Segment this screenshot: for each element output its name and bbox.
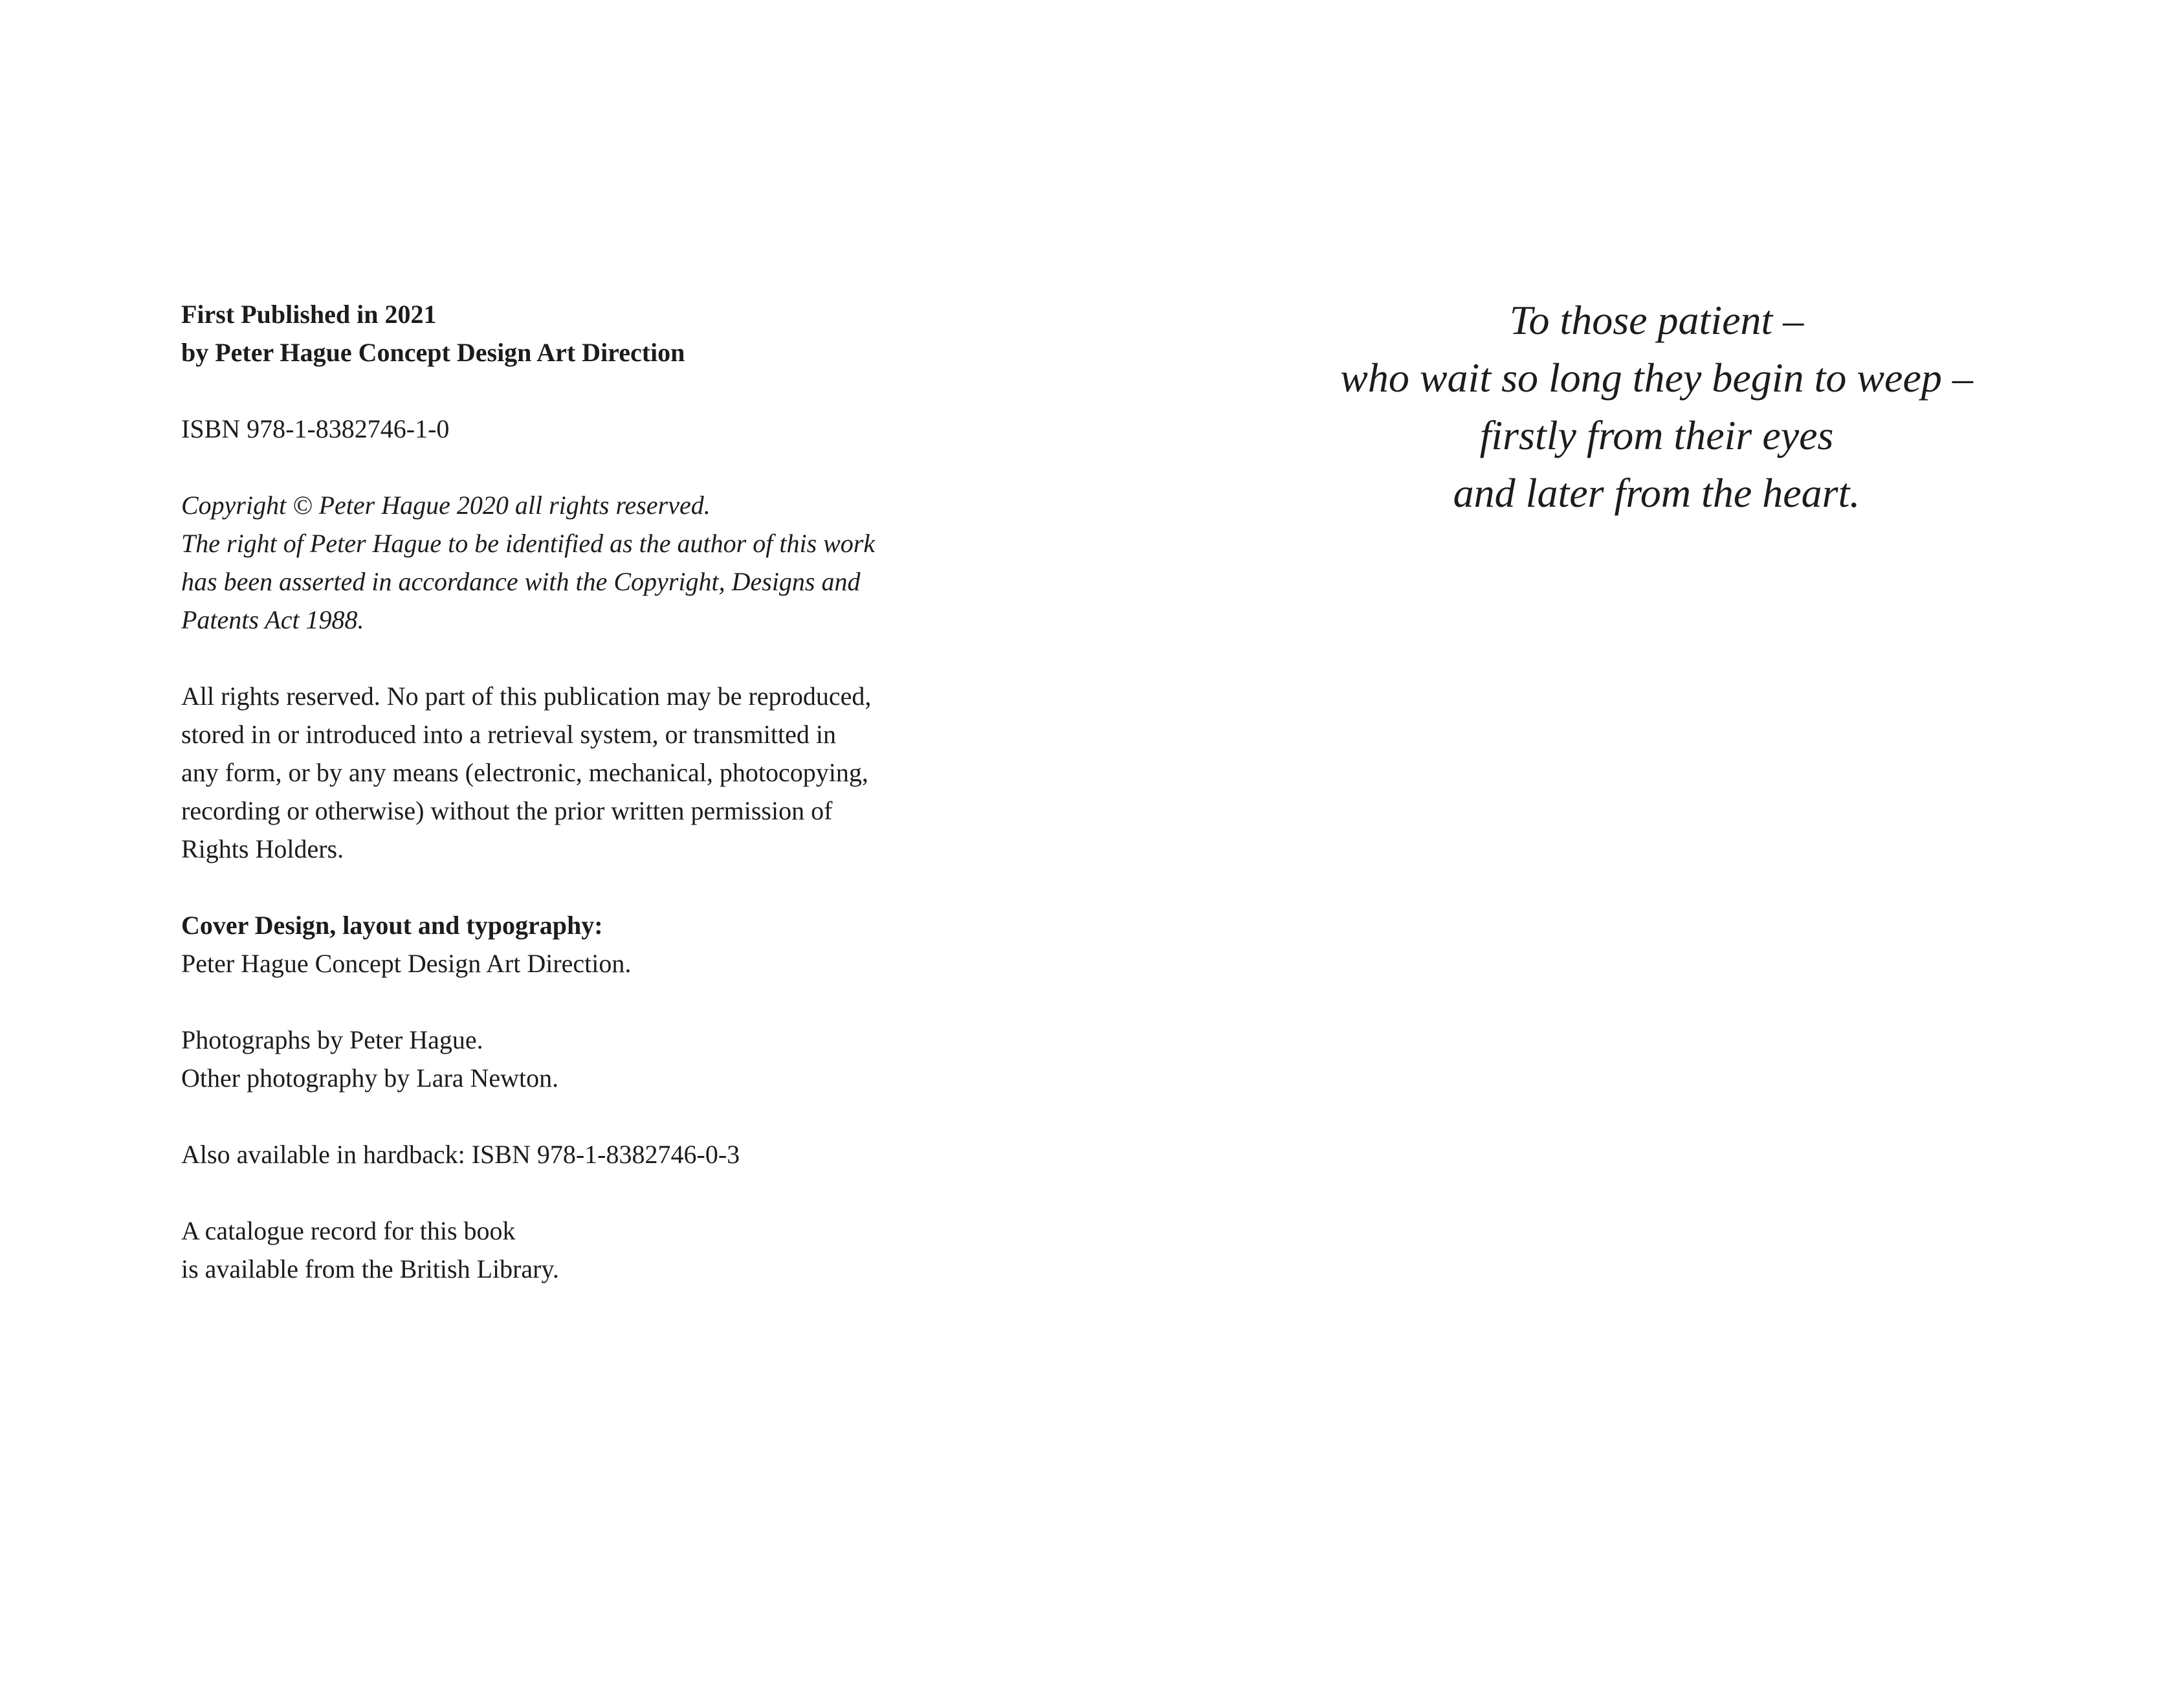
rights-line-3: any form, or by any means (electronic, mechanical, photocopying, <box>181 758 868 787</box>
hardback-isbn-line: Also available in hardback: ISBN 978-1-8382746-0-3 <box>181 1140 740 1169</box>
moral-rights-line-3: Patents Act 1988. <box>181 605 364 634</box>
publication-statement <box>181 295 945 372</box>
copyright-line: Copyright © Peter Hague 2020 all rights reserved. <box>181 491 711 520</box>
dedication-line-2: who wait so long they begin to weep – <box>1340 355 1973 401</box>
dedication-line-1: To those patient – <box>1509 297 1804 343</box>
dedication-page <box>1249 291 2064 522</box>
design-credit-heading: Cover Design, layout and typography: <box>181 911 603 940</box>
imprint-page <box>181 295 945 1326</box>
photographs-credit-line: Photographs by Peter Hague. <box>181 1025 483 1054</box>
catalogue-line-2: is available from the British Library. <box>181 1254 559 1283</box>
rights-paragraph <box>181 677 945 868</box>
dedication-line-4: and later from the heart. <box>1453 470 1860 516</box>
rights-line-2: stored in or introduced into a retrieval system, or transmitted in <box>181 720 836 749</box>
rights-line-1: All rights reserved. No part of this publication may be reproduced, <box>181 682 872 711</box>
design-credit-paragraph <box>181 906 945 983</box>
moral-rights-line-1: The right of Peter Hague to be identified as the author of this work <box>181 529 876 558</box>
other-photography-credit-line: Other photography by Lara Newton. <box>181 1063 559 1093</box>
published-year-line: First Published in 2021 <box>181 300 437 329</box>
copyright-paragraph <box>181 486 945 639</box>
publisher-line: by Peter Hague Concept Design Art Direction <box>181 338 685 367</box>
catalogue-line-1: A catalogue record for this book <box>181 1216 516 1245</box>
isbn-line: ISBN 978-1-8382746-1-0 <box>181 414 450 443</box>
rights-line-4: recording or otherwise) without the prior written permission of <box>181 796 833 825</box>
catalogue-paragraph <box>181 1212 945 1288</box>
design-credit-name: Peter Hague Concept Design Art Direction. <box>181 949 632 978</box>
isbn-paragraph <box>181 410 945 448</box>
photography-credit-paragraph <box>181 1021 945 1097</box>
dedication-line-3: firstly from their eyes <box>1479 412 1834 458</box>
hardback-paragraph <box>181 1135 945 1173</box>
rights-line-5: Rights Holders. <box>181 834 344 863</box>
moral-rights-line-2: has been asserted in accordance with the Copyright, Designs and <box>181 567 861 596</box>
